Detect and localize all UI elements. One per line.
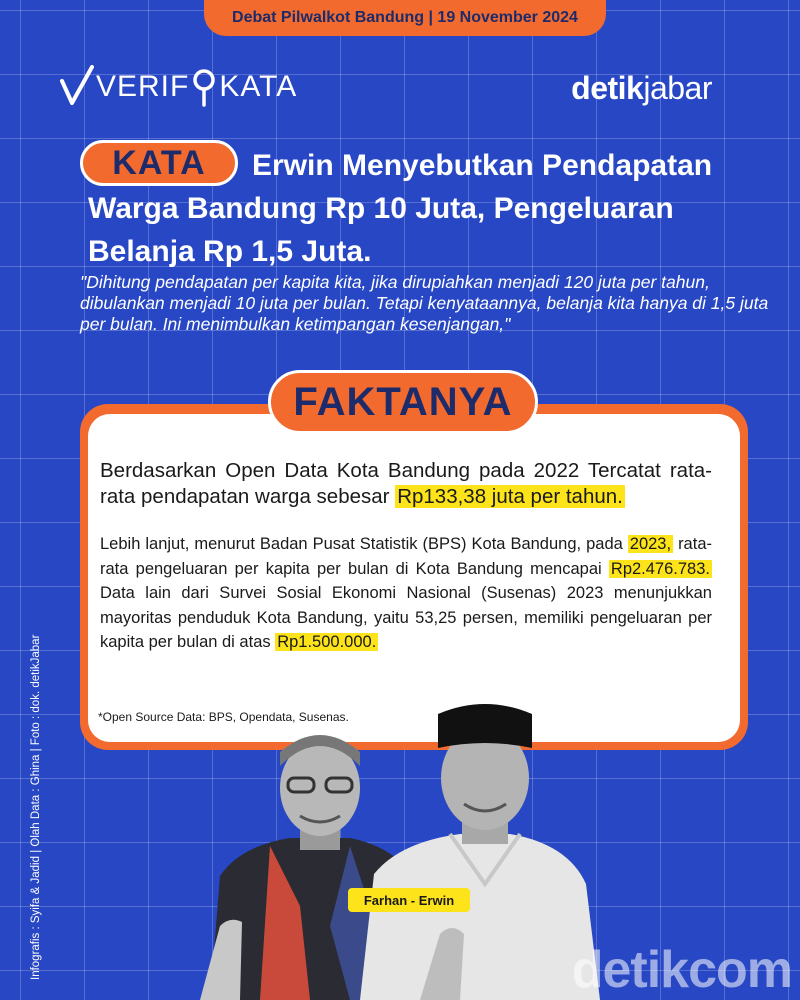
kata-text: KATA [219,70,298,103]
detik-logo-light: jabar [643,70,712,106]
verif-text: VERIF [96,70,190,103]
magnifier-icon [191,67,217,107]
fact-p1-highlight: Rp133,38 juta per tahun. [397,485,623,508]
claim-quote: "Dihitung pendapatan per kapita kita, jika dirupiahkan menjadi 120 juta per tahun, dibulankan menjadi 10 juta per bulan. Tetapi kenyataannya, belanja kita hanya di 1,5 juta per bulan. Ini menimbulkan ketimpangan kesenjangan," [80,272,769,334]
kata-badge: KATA [80,140,238,186]
person-erwin-photo [360,694,600,1000]
fact-p2-highlight-spending: Rp2.476.783. [610,559,710,578]
detik-logo-bold: detik [571,70,644,106]
fact-paragraph-2 [100,532,712,655]
infographic-credit: Infografis : Syifa & Jadid | Olah Data : Ghina | Foto : dok. detikJabar [30,634,42,980]
detikjabar-logo [571,70,712,107]
fact-p2-highlight-year: 2023, [629,535,672,553]
faktanya-badge: FAKTANYA [268,370,538,434]
fact-p2-text-b: rata-rata pengeluaran per kapita per bulan di Kota Bandung mencapai [100,535,712,578]
fact-p2-highlight-threshold: Rp1.500.000. [277,633,377,651]
detikcom-watermark: detikcom [571,941,792,999]
source-note: *Open Source Data: BPS, Opendata, Susenas. [98,710,349,724]
claim-headline: Erwin Menyebutkan Pendapatan Warga Bandung Rp 10 Juta, Pengeluaran Belanja Rp 1,5 Juta. [88,149,713,268]
fact-p2-text-a: Lebih lanjut, menurut Badan Pusat Statistik (BPS) Kota Bandung, pada [100,535,628,553]
fact-paragraph-1 [100,458,712,510]
fact-p2-text-c: Data lain dari Survei Sosial Ekonomi Nasional (Susenas) 2023 menunjukkan mayoritas penduduk Kota Bandung, yaitu 53,25 persen, memiliki pengeluaran per kapita per bulan di atas [100,584,712,651]
photo-caption: Farhan - Erwin [348,888,470,912]
fact-p1-text: Berdasarkan Open Data Kota Bandung pada 2022 Tercatat rata-rata pendapatan warga sebesar [100,459,712,508]
event-header: Debat Pilwalkot Bandung | 19 November 2024 [204,0,606,36]
verifikata-logo [60,62,297,112]
checkmark-icon [60,65,94,109]
